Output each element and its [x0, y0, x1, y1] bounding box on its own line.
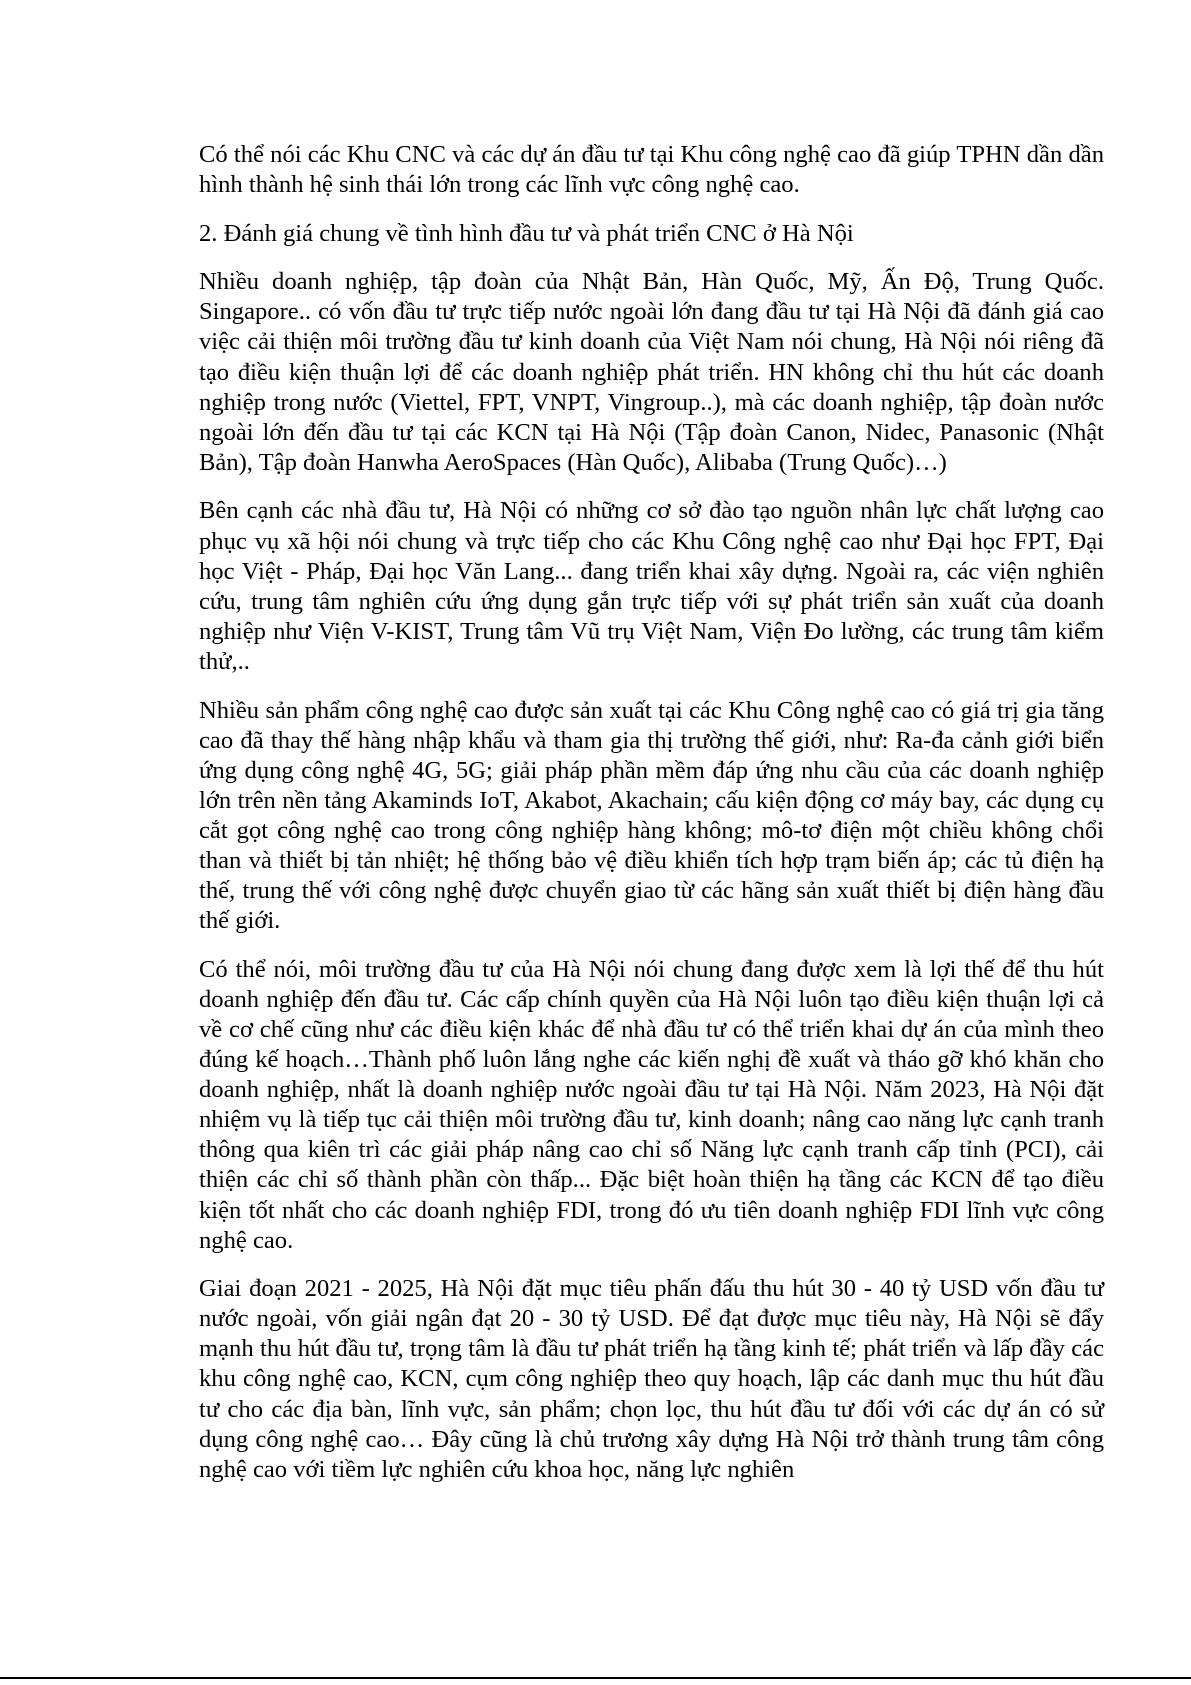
intro-paragraph: Có thể nói các Khu CNC và các dự án đầu tư tại Khu công nghệ cao đã giúp TPHN dần dần hình thành hệ sinh thái lớn trong các lĩnh vực công nghệ cao. [199, 141, 1104, 199]
document-page [199, 140, 1104, 1503]
paragraph-targets: Giai đoạn 2021 - 2025, Hà Nội đặt mục tiêu phấn đấu thu hút 30 - 40 tỷ USD vốn đầu tư nước ngoài, vốn giải ngân đạt 20 - 30 tỷ USD. Để đạt được mục tiêu này, Hà Nội sẽ đẩy mạnh thu hút đầu tư, trọng tâm là đầu tư phát triển hạ tầng kinh tế; phát triển và lấp đầy các khu công nghệ cao, KCN, cụm công nghiệp theo quy hoạch, lập các danh mục thu hút đầu tư cho các địa bàn, lĩnh vực, sản phẩm; chọn lọc, thu hút đầu tư đối với các dự án có sử dụng công nghệ cao… Đây cũng là chủ trương xây dựng Hà Nội trở thành trung tâm công nghệ cao với tiềm lực nghiên cứu khoa học, năng lực nghiên [199, 1275, 1104, 1483]
paragraph-training: Bên cạnh các nhà đầu tư, Hà Nội có những cơ sở đào tạo nguồn nhân lực chất lượng cao phục vụ xã hội nói chung và trực tiếp cho các Khu Công nghệ cao như Đại học FPT, Đại học Việt - Pháp, Đại học Văn Lang... đang triển khai xây dựng. Ngoài ra, các viện nghiên cứu, trung tâm nghiên cứu ứng dụng gắn trực tiếp với sự phát triển sản xuất của doanh nghiệp như Viện V-KIST, Trung tâm Vũ trụ Việt Nam, Viện Đo lường, các trung tâm kiểm thử,.. [199, 497, 1104, 675]
page-bottom-rule [0, 1677, 1191, 1679]
section-heading: 2. Đánh giá chung về tình hình đầu tư và phát triển CNC ở Hà Nội [199, 219, 854, 247]
paragraph-environment: Có thể nói, môi trường đầu tư của Hà Nội nói chung đang được xem là lợi thế để thu hút doanh nghiệp đến đầu tư. Các cấp chính quyền của Hà Nội luôn tạo điều kiện thuận lợi cả về cơ chế cũng như các điều kiện khác để nhà đầu tư có thể triển khai dự án của mình theo đúng kế hoạch…Thành phố luôn lắng nghe các kiến nghị đề xuất và tháo gỡ khó khăn cho doanh nghiệp, nhất là doanh nghiệp nước ngoài đầu tư tại Hà Nội. Năm 2023, Hà Nội đặt nhiệm vụ là tiếp tục cải thiện môi trường đầu tư, kinh doanh; nâng cao năng lực cạnh tranh thông qua kiên trì các giải pháp nâng cao chỉ số Năng lực cạnh tranh cấp tỉnh (PCI), cải thiện các chỉ số thành phần còn thấp... Đặc biệt hoàn thiện hạ tầng các KCN để tạo điều kiện tốt nhất cho các doanh nghiệp FDI, trong đó ưu tiên doanh nghiệp FDI lĩnh vực công nghệ cao. [199, 955, 1104, 1254]
paragraph-investors: Nhiều doanh nghiệp, tập đoàn của Nhật Bản, Hàn Quốc, Mỹ, Ấn Độ, Trung Quốc. Singapore.. có vốn đầu tư trực tiếp nước ngoài lớn đang đầu tư tại Hà Nội đã đánh giá cao việc cải thiện môi trường đầu tư kinh doanh của Việt Nam nói chung, Hà Nội nói riêng đã tạo điều kiện thuận lợi để các doanh nghiệp phát triển. HN không chỉ thu hút các doanh nghiệp trong nước (Viettel, FPT, VNPT, Vingroup..), mà các doanh nghiệp, tập đoàn nước ngoài lớn đến đầu tư tại các KCN tại Hà Nội (Tập đoàn Canon, Nidec, Panasonic (Nhật Bản), Tập đoàn Hanwha AeroSpaces (Hàn Quốc), Alibaba (Trung Quốc)…) [199, 268, 1104, 476]
paragraph-products: Nhiều sản phẩm công nghệ cao được sản xuất tại các Khu Công nghệ cao có giá trị gia tăng cao đã thay thế hàng nhập khẩu và tham gia thị trường thế giới, như: Ra-đa cảnh giới biển ứng dụng công nghệ 4G, 5G; giải pháp phần mềm đáp ứng nhu cầu của các doanh nghiệp lớn trên nền tảng Akaminds IoT, Akabot, Akachain; cấu kiện động cơ máy bay, các dụng cụ cắt gọt công nghệ cao trong công nghiệp hàng không; mô-tơ điện một chiều không chổi than và thiết bị tản nhiệt; hệ thống bảo vệ điều khiển tích hợp trạm biến áp; các tủ điện hạ thế, trung thế với công nghệ được chuyển giao từ các hãng sản xuất thiết bị điện hàng đầu thế giới. [199, 696, 1104, 935]
